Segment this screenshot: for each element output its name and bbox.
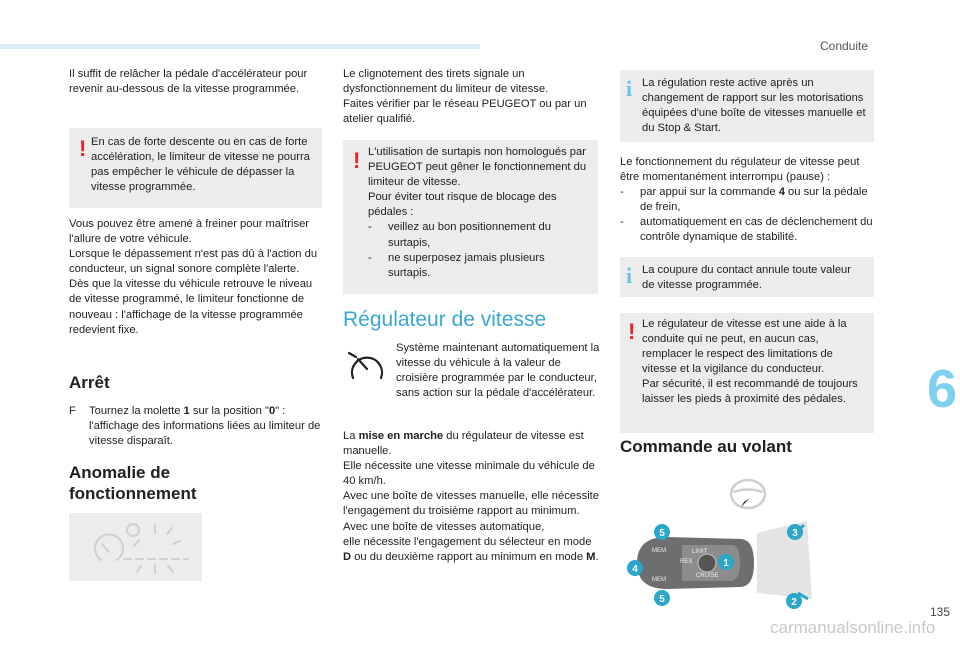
cruise-control-icon bbox=[345, 348, 387, 382]
text-line: Vous pouvez être amené à freiner pour maîtriser l'allure de votre véhicule. bbox=[69, 218, 310, 246]
text-line: Par sécurité, il est recommandé de toujours laisser les pieds à proximité des pédales. bbox=[642, 378, 858, 406]
info-icon: i bbox=[626, 263, 633, 288]
text-line: La mise en marche du régulateur de vitesse est manuelle. bbox=[343, 430, 584, 458]
warning-box-driving-aid bbox=[620, 313, 874, 433]
regulateur-description: Système maintenant automatiquement la vitesse du véhicule à la valeur de croisière programmée par le conducteur, sans action sur la pédale d'accélérateur. bbox=[396, 342, 600, 400]
arret-instruction: Tournez la molette 1 sur la position "0" : l'affichage des informations liées au limiteur de vitesse disparaît. bbox=[89, 405, 321, 448]
callout-3: 3 bbox=[792, 528, 798, 539]
steering-wheel-icon bbox=[728, 477, 768, 511]
stalk-label: CRUISE bbox=[696, 573, 719, 579]
cruise-stalk-diagram bbox=[622, 515, 822, 611]
warning-text-descent: En cas de forte descente ou en cas de forte accélération, le limiteur de vitesse ne pourra pas empêcher le véhicule de dépasser la vitesse programmée. bbox=[91, 136, 310, 194]
info-text-regulation: La régulation reste active après un changement de rapport sur les motorisations équipées d'une boîte de vitesses manuelle et du Stop & Start. bbox=[642, 77, 866, 135]
limiter-fault-icon bbox=[69, 513, 202, 581]
text-line: Faites vérifier par le réseau PEUGEOT ou par un atelier qualifié. bbox=[343, 98, 587, 126]
stalk-label: LIMIT bbox=[692, 549, 708, 555]
text-line: Pour éviter tout risque de blocage des pédales : bbox=[368, 191, 557, 219]
list-item: veillez au bon positionnement du surtapis, bbox=[388, 221, 551, 249]
text-fault-blink bbox=[343, 67, 599, 127]
text-line: Dès que la vitesse du véhicule retrouve le niveau de vitesse programmé, le limiteur fonctionne de nouveau : l'affichage de la vitesse programmée redevient fixe. bbox=[69, 278, 313, 336]
list-item: ne superposez jamais plusieurs surtapis. bbox=[388, 251, 545, 279]
text-line: Le fonctionnement du régulateur de vitesse peut être momentanément interrompu (pause) : bbox=[620, 156, 860, 184]
text-line: elle nécessite l'engagement du sélecteur en mode D ou du deuxième rapport au minimum en mode M. bbox=[343, 535, 599, 563]
page-number: 135 bbox=[930, 605, 951, 619]
text-pause: Le fonctionnement du régulateur de vitesse peut être momentanément interrompu (pause) : - par appui sur la commande 4 ou sur la pédale de frein, - automatiquement en cas de déclenchement du contrôle dynamique de stabilité. bbox=[620, 155, 876, 246]
warning-box-mats bbox=[343, 140, 598, 294]
warning-text-driving-aid bbox=[642, 317, 866, 408]
stalk-label: RES bbox=[680, 559, 693, 565]
list-item: par appui sur la commande 4 ou sur la pédale de frein, bbox=[640, 186, 868, 214]
chapter-number: 6 bbox=[927, 359, 958, 419]
text-line: Avec une boîte de vitesses manuelle, elle nécessite l'engagement du troisième rapport au minimum. bbox=[343, 490, 600, 518]
text-line: Le clignotement des tirets signale un dysfonctionnement du limiteur de vitesse. bbox=[343, 68, 549, 96]
text-activation bbox=[343, 429, 601, 565]
info-icon: i bbox=[626, 76, 633, 101]
text-arret bbox=[69, 404, 321, 449]
bullet-icon: F bbox=[69, 405, 76, 417]
warning-box-descent bbox=[69, 128, 322, 208]
callout-1: 1 bbox=[723, 558, 729, 569]
callout-2: 2 bbox=[791, 597, 797, 608]
callout-5-top: 5 bbox=[659, 528, 665, 539]
stalk-label: MEM bbox=[652, 577, 666, 583]
text-line: Avec une boîte de vitesses automatique, bbox=[343, 520, 545, 533]
info-text-ignition: La coupure du contact annule toute valeur de vitesse programmée. bbox=[642, 264, 851, 292]
text-release-pedal: Il suffit de relâcher la pédale d'accélérateur pour revenir au-dessous de la vitesse programmée. bbox=[69, 68, 308, 96]
callout-4: 4 bbox=[632, 564, 638, 575]
callout-5-bottom: 5 bbox=[659, 594, 665, 605]
warning-text-mats: L'utilisation de surtapis non homologués par PEUGEOT peut gêner le fonctionnement du limiteur de vitesse. Pour éviter tout risque de blocage des pédales : - veillez au bon positionnement du surtapis, - ne superposez jamais plusieurs surtapis. bbox=[368, 145, 590, 281]
text-line: Lorsque le dépassement n'est pas dû à l'action du conducteur, un signal sonore complète l'alerte. bbox=[69, 248, 318, 276]
limiter-fault-display bbox=[69, 513, 202, 581]
text-line: Le régulateur de vitesse est une aide à la conduite qui ne peut, en aucun cas, remplacer le respect des limitations de vitesse et la vigilance du conducteur. bbox=[642, 318, 847, 376]
heading-arret: Arrêt bbox=[69, 373, 110, 392]
warning-icon: ! bbox=[79, 136, 87, 161]
header-bar bbox=[0, 44, 480, 49]
text-overspeed bbox=[69, 217, 321, 338]
warning-icon: ! bbox=[353, 148, 361, 173]
heading-commande-volant: Commande au volant bbox=[620, 437, 792, 456]
list-item: automatiquement en cas de déclenchement du contrôle dynamique de stabilité. bbox=[640, 216, 873, 244]
warning-icon: ! bbox=[628, 319, 636, 344]
watermark: carmanualsonline.info bbox=[770, 618, 936, 637]
section-header: Conduite bbox=[820, 39, 869, 53]
heading-regulateur: Régulateur de vitesse bbox=[343, 308, 547, 331]
text-line: Elle nécessite une vitesse minimale du véhicule de 40 km/h. bbox=[343, 460, 595, 488]
heading-anomalie: Anomalie de fonctionnement bbox=[69, 463, 197, 503]
info-box-ignition bbox=[620, 257, 874, 297]
stalk-label: MEM bbox=[652, 548, 666, 554]
info-box-regulation bbox=[620, 70, 874, 142]
text-line: L'utilisation de surtapis non homologués par PEUGEOT peut gêner le fonctionnement du limiteur de vitesse. bbox=[368, 146, 587, 189]
